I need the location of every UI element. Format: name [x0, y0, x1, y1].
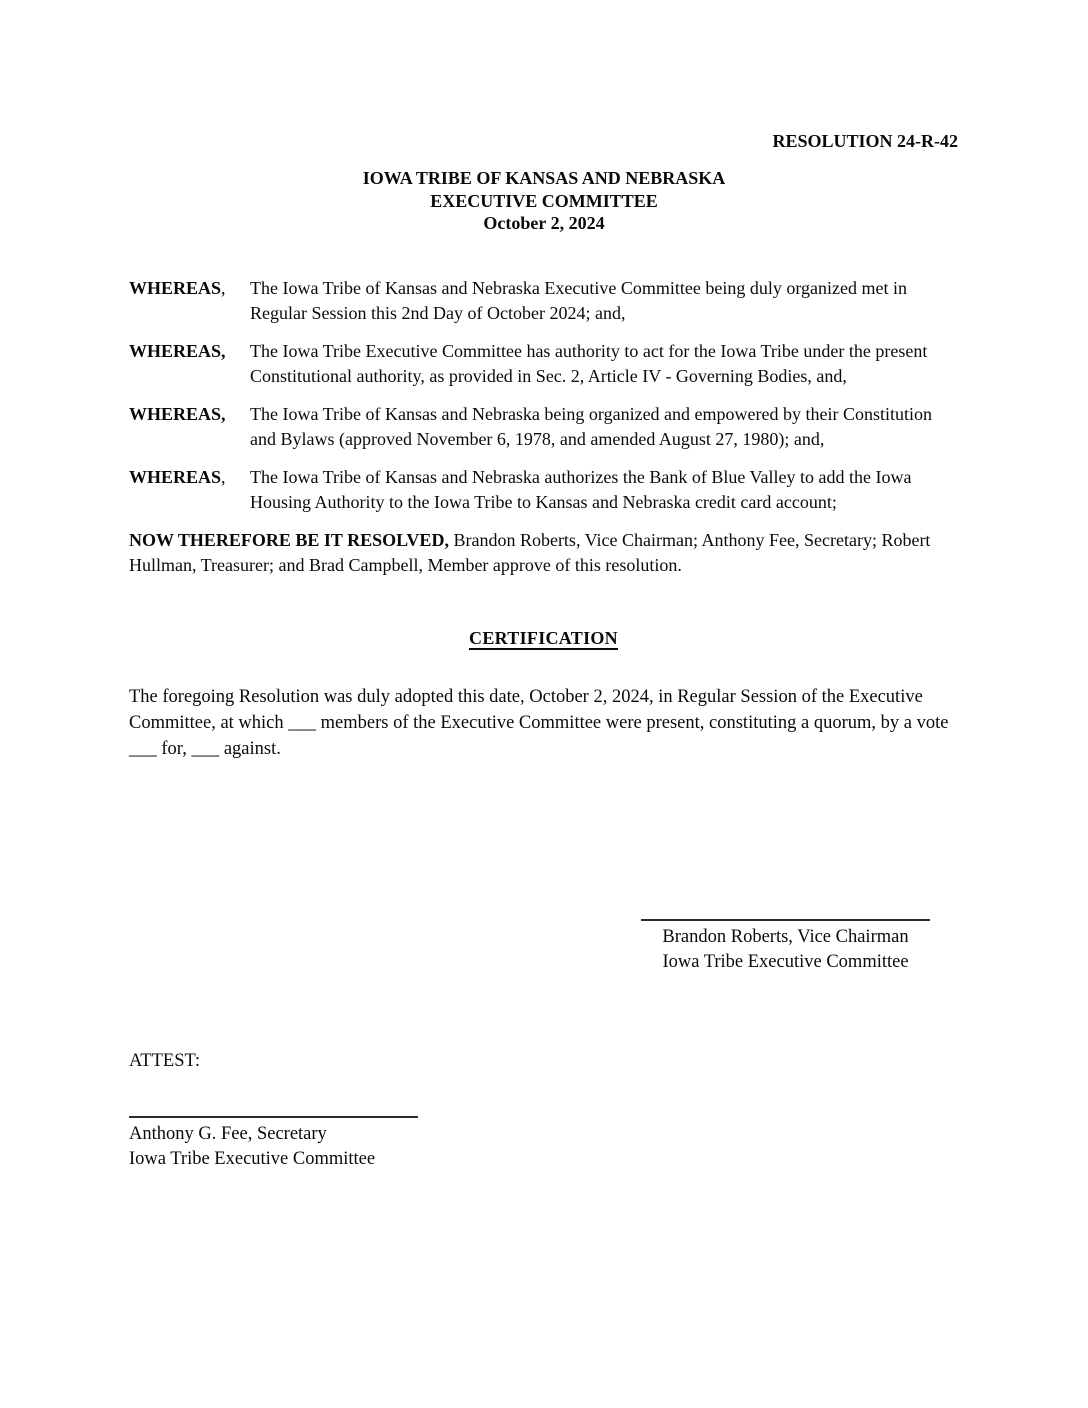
whereas-label: WHEREAS, [129, 467, 226, 487]
signature-block-secretary [129, 1116, 418, 1172]
document-body [129, 276, 958, 762]
title-line-date: October 2, 2024 [483, 213, 605, 233]
signatory-name: Brandon Roberts, Vice Chairman [662, 927, 909, 947]
resolution-number: RESOLUTION 24-R-42 [772, 131, 958, 151]
whereas-text: The Iowa Tribe of Kansas and Nebraska Executive Committee being duly organized met in Regular Session this 2nd Day of October 2024; and, [250, 278, 907, 323]
resolved-paragraph [129, 528, 958, 578]
title-line-committee: EXECUTIVE COMMITTEE [430, 190, 658, 211]
document-title [0, 167, 1088, 235]
whereas-text: The Iowa Tribe of Kansas and Nebraska being organized and empowered by their Constitution and Bylaws (approved November 6, 1978, and amended August 27, 1980); and, [250, 404, 933, 449]
whereas-label: WHEREAS, [129, 341, 226, 361]
resolved-text: Brandon Roberts, Vice Chairman; Anthony Fee, Secretary; Robert Hullman, Treasurer; and Brad Campbell, Member approve of this resolution. [129, 530, 931, 575]
whereas-label: WHEREAS, [129, 278, 226, 298]
whereas-clause-3 [129, 402, 958, 452]
certification-heading: CERTIFICATION [469, 628, 618, 648]
attest-label: ATTEST: [129, 1051, 201, 1071]
title-line-org: IOWA TRIBE OF KANSAS AND NEBRASKA [362, 168, 726, 188]
whereas-text: The Iowa Tribe Executive Committee has authority to act for the Iowa Tribe under the present Constitutional authority, as provided in Sec. 2, Article IV - Governing Bodies, and, [250, 341, 928, 386]
whereas-text: The Iowa Tribe of Kansas and Nebraska authorizes the Bank of Blue Valley to add the Iowa Housing Authority to the Iowa Tribe to Kansas and Nebraska credit card account; [250, 467, 912, 512]
signatory-org: Iowa Tribe Executive Committee [129, 1149, 376, 1169]
signatory-name: Anthony G. Fee, Secretary [129, 1124, 327, 1144]
signature-line [641, 919, 930, 921]
signature-block-vice-chairman [641, 919, 930, 975]
certification-paragraph: The foregoing Resolution was duly adopted this date, October 2, 2024, in Regular Session of the Executive Committee, at which ___ members of the Executive Committee were present, constituting a quorum, by a vote ___ for, ___ against. [129, 687, 949, 759]
whereas-clause-2 [129, 339, 958, 389]
whereas-clause-1 [129, 276, 958, 326]
whereas-label: WHEREAS, [129, 404, 226, 424]
whereas-clause-4 [129, 465, 958, 515]
signatory-org: Iowa Tribe Executive Committee [662, 952, 909, 972]
signature-line [129, 1116, 418, 1118]
resolved-label: NOW THEREFORE BE IT RESOLVED, [129, 530, 449, 550]
